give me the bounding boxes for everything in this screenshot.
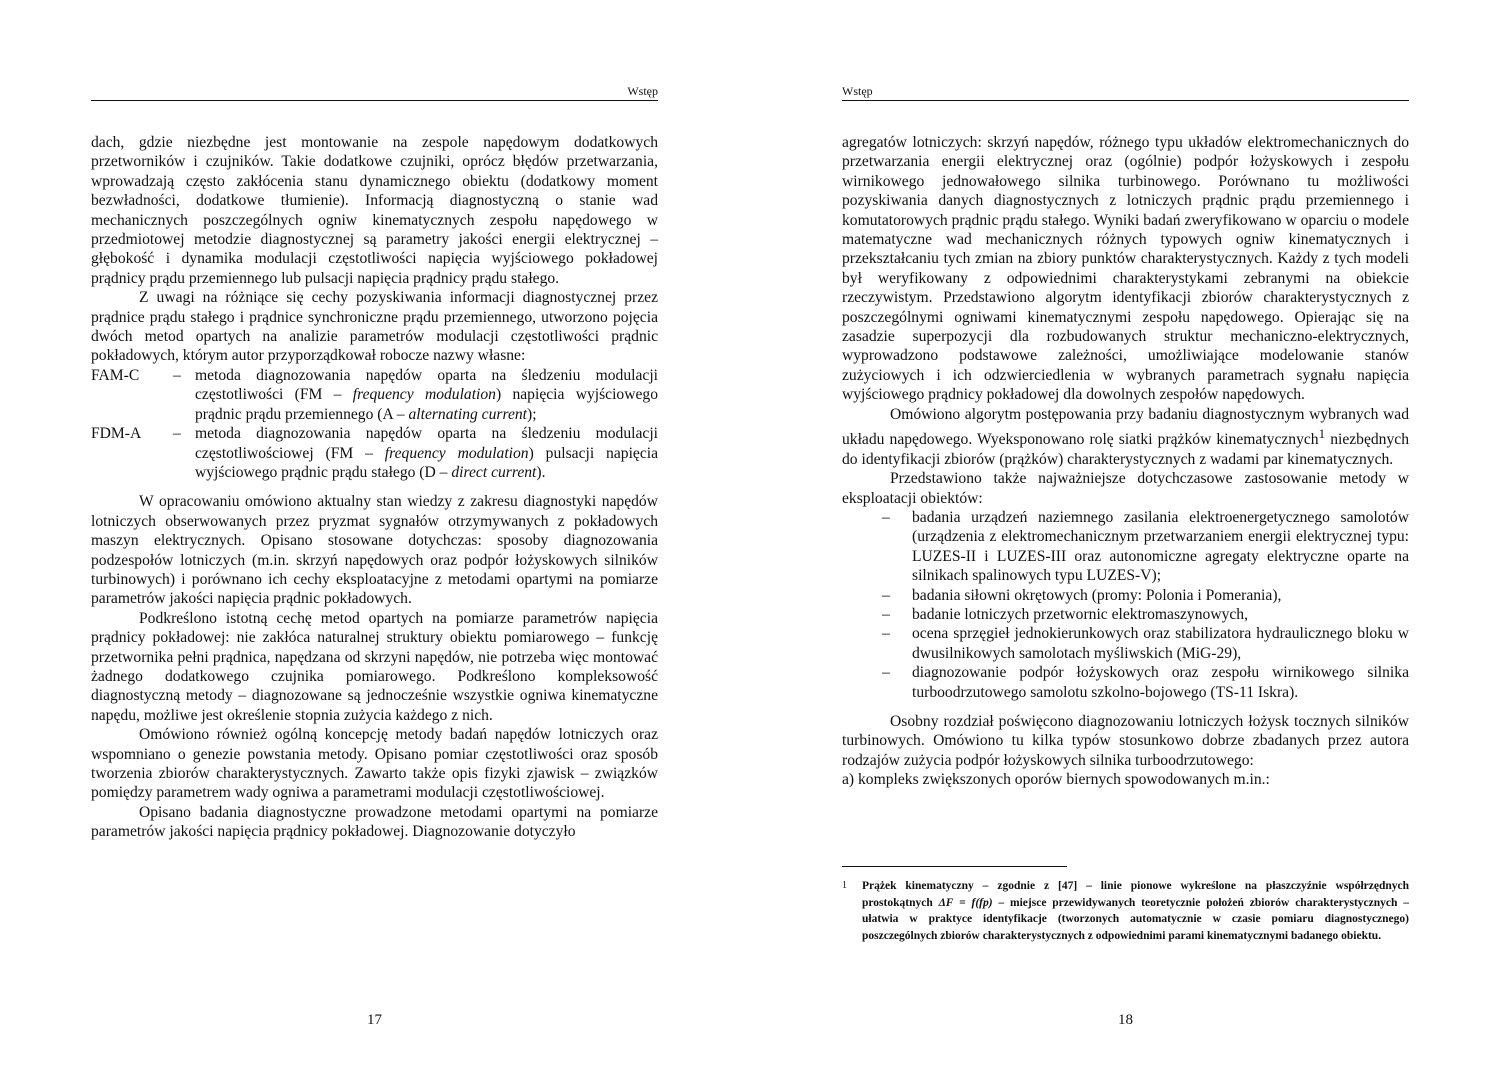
list-dash: – [882, 586, 890, 604]
paragraph: Podkreślono istotną cechę metod opartych na pomiarze parametrów napięcia prądnicy pokładowej: nie zakłóca naturalnej struktury obiektu pomiarowego – funkcję przetwornika pełni prądnica, napędzana od skrzyni napędów, nie potrzeba więc montować żadnego dodatkowego czujnika pomiarowego. Podkreślono kompleksowość diagnostyczną metody – diagnozowane są jednocześnie wszystkie ogniwa kinematyczne napędu, możliwe jest określenie stopnia zużycia każdego z nich. [91, 609, 658, 724]
definition-text: metoda diagnozowania napędów oparta na śledzeniu modulacji częstotliwościowej (FM – frequency modulation) pulsacji napięcia wyjściowego prądnic prądu stałego (D – direct current). [195, 425, 658, 481]
list-dash: – [882, 625, 890, 643]
footnote [842, 878, 1409, 944]
paragraph: a) kompleks zwiększonych oporów biernych spowodowanych m.in.: [842, 771, 1270, 789]
footnote-number: 1 [842, 880, 847, 891]
list-item: – diagnozowanie podpór łożyskowych oraz zespołu wirnikowego silnika turboodrzutowego samolotu szkolno-bojowego (TS-11 Iskra). [882, 664, 1409, 701]
definition-dash: – [173, 366, 181, 384]
body-text [842, 133, 1409, 790]
running-head: Wstęp [91, 84, 658, 101]
paragraph: Omówiono również ogólną koncepcję metody badań napędów lotniczych oraz wspomniano o genezie powstania metody. Opisano pomiar częstotliwości oraz sposób tworzenia zbiorów charakterystycznych. Zawarto także opis fizyki zjawisk – związków pomiędzy parametrem wady ogniwa a parametrami modulacji częstotliwościowej. [91, 726, 658, 802]
footnote-text: Prążek kinematyczny – zgodnie z [47] – linie pionowe wykreślone na płaszczyźnie współrzędnych prostokątnych ΔF = f(fp) – miejsce przewidywanych teoretycznie położeń zbiorów charakterystycznych – ułatwia w praktyce identyfikacje (tworzonych automatycznie w czasie pomiaru diagnostycznego) poszczególnych zbiorów charakterystycznych z odpowiednimi parami kinematycznymi badanego obiektu. [862, 880, 1409, 942]
paragraph: Osobny rozdział poświęcono diagnozowaniu lotniczych łożysk tocznych silników turbinowych. Omówiono tu kilka typów stosunkowo dobrze zbadanych przez autora rodzajów zużycia podpór łożyskowych silnika turboodrzutowego: [842, 712, 1409, 769]
definition-term: FAM-C [91, 366, 140, 384]
paragraph: Opisano badania diagnostyczne prowadzone metodami opartymi na pomiarze parametrów jakości napięcia prądnicy pokładowej. Diagnozowanie dotyczyło [91, 803, 658, 841]
paragraph: Z uwagi na różniące się cechy pozyskiwania informacji diagnostycznej przez prądnice prądu stałego i prądnice synchroniczne prądu przemiennego, utworzono pojęcia dwóch metod opartych na analizie parametrów modulacji częstotliwości prądnic pokładowych, którym autor przyporządkował robocze nazwy własne: [91, 289, 658, 365]
footnote-reference[interactable]: 1 [1318, 426, 1326, 442]
paragraph: Omówiono algorytm postępowania przy badaniu diagnostycznym wybranych wad układu napędowego. Wyeksponowano rolę siatki prążków kinematycznych$^1$ niezbędnych do identyfikacji zbiorów (prążków) charakterystycznych z wadami par kinematycznych. [842, 405, 1409, 468]
list-item: – badania siłowni okrętowych (promy: Polonia i Pomerania), [882, 586, 1282, 604]
footnote-formula: ΔF = f(fp) [938, 896, 993, 909]
list-dash: – [882, 508, 890, 526]
running-head: Wstęp [842, 84, 1409, 101]
list-item: – badania urządzeń naziemnego zasilania elektroenergetycznego samolotów (urządzenia z elektromechanicznym przetwarzaniem energii elektrycznej typu: LUZES-II i LUZES-III oraz autonomiczne agregaty elektryczne oparte na silnikach spalinowych typu LUZES-V); [882, 508, 1409, 585]
definition-list [91, 366, 658, 482]
paragraph: agregatów lotniczych: skrzyń napędów, różnego typu układów elektromechanicznych do przetwarzania energii elektrycznej oraz (ogólnie) podpór łożyskowych i zespołu wirnikowego jednowałowego silnika turbinowego. Porównano tu możliwości pozyskiwania danych diagnostycznych z lotniczych prądnic prądu przemiennego i komutatorowych prądnic prądu stałego. Wyniki badań zweryfikowano w oparciu o modele matematyczne wad mechanicznych różnych typowych ogniw kinematycznych i przekształcaniu tych zmian na zbiory punktów charakterystycznych. Każdy z tych modeli był weryfikowany z odpowiednimi charakterystykami zebranymi na obiekcie rzeczywistym. Przedstawiono algorytm identyfikacji zbiorów charakterystycznych z poszczególnymi ogniwami kinematycznymi zespołu napędowego. Opierając się na zasadzie superpozycji dla rozbudowanych struktur mechaniczno-elektrycznych, wyprowadzono podstawowe zależności, umożliwiające modelowanie stanów zużyciowych i ich odzwierciedlenia w wybranych parametrach sygnału napięcia wyjściowego prądnicy pokładowej dla dowolnych zespołów napędowych. [842, 134, 1409, 404]
footnote-rule [842, 866, 1067, 867]
list-item: – ocena sprzęgieł jednokierunkowych oraz stabilizatora hydraulicznego bloku w dwusilnikowych samolotach myśliwskich (MiG-29), [882, 625, 1409, 662]
definition-dash: – [173, 425, 181, 443]
definition-text: metoda diagnozowania napędów oparta na śledzeniu modulacji częstotliwości (FM – frequency modulation) napięcia wyjściowego prądnic prądu przemiennego (A – alternating current); [195, 366, 658, 423]
body-text [91, 133, 658, 842]
list-dash: – [882, 664, 890, 682]
paragraph: dach, gdzie niezbędne jest montowanie na zespole napędowym dodatkowych przetworników i czujników. Takie dodatkowe czujniki, oprócz błędów przetwarzania, wprowadzają często zakłócenia stanu dynamicznego obiektu (dodatkowy moment bezwładności, dodatkowe tłumienie). Informacją diagnostyczną o stanie wad mechanicznych poszczególnych ogniw kinematycznych zespołu napędowego w przedmiotowej metodzie diagnostycznej są parametry jakości energii elektrycznej – głębokość i dynamika modulacji częstotliwości napięcia wyjściowego pokładowej prądnicy prądu przemiennego lub pulsacji napięcia prądnicy prądu stałego. [91, 134, 658, 287]
definition-item [91, 366, 658, 424]
definition-term: FDM-A [91, 425, 142, 443]
list-dash: – [882, 605, 890, 623]
list-item: – badanie lotniczych przetwornic elektromaszynowych, [882, 605, 1248, 623]
definition-item [91, 424, 658, 482]
page-number: 18 [1118, 1012, 1133, 1028]
page-number: 17 [367, 1012, 382, 1028]
paragraph: Przedstawiono także najważniejsze dotychczasowe zastosowanie metody w eksploatacji obiektów: [842, 470, 1409, 507]
application-list [882, 508, 1409, 702]
right-page [750, 0, 1500, 1073]
paragraph: W opracowaniu omówiono aktualny stan wiedzy z zakresu diagnostyki napędów lotniczych obserwowanych przez pryzmat sygnałów otrzymywanych z pokładowych maszyn elektrycznych. Opisano stosowane dotychczas: sposoby diagnozowania podzespołów lotniczych (m.in. skrzyń napędowych oraz podpór łożyskowych silników turbinowych) i porównano ich cechy eksploatacyjne z metodami opartymi na pomiarze parametrów jakości napięcia prądnic pokładowych. [91, 493, 658, 608]
